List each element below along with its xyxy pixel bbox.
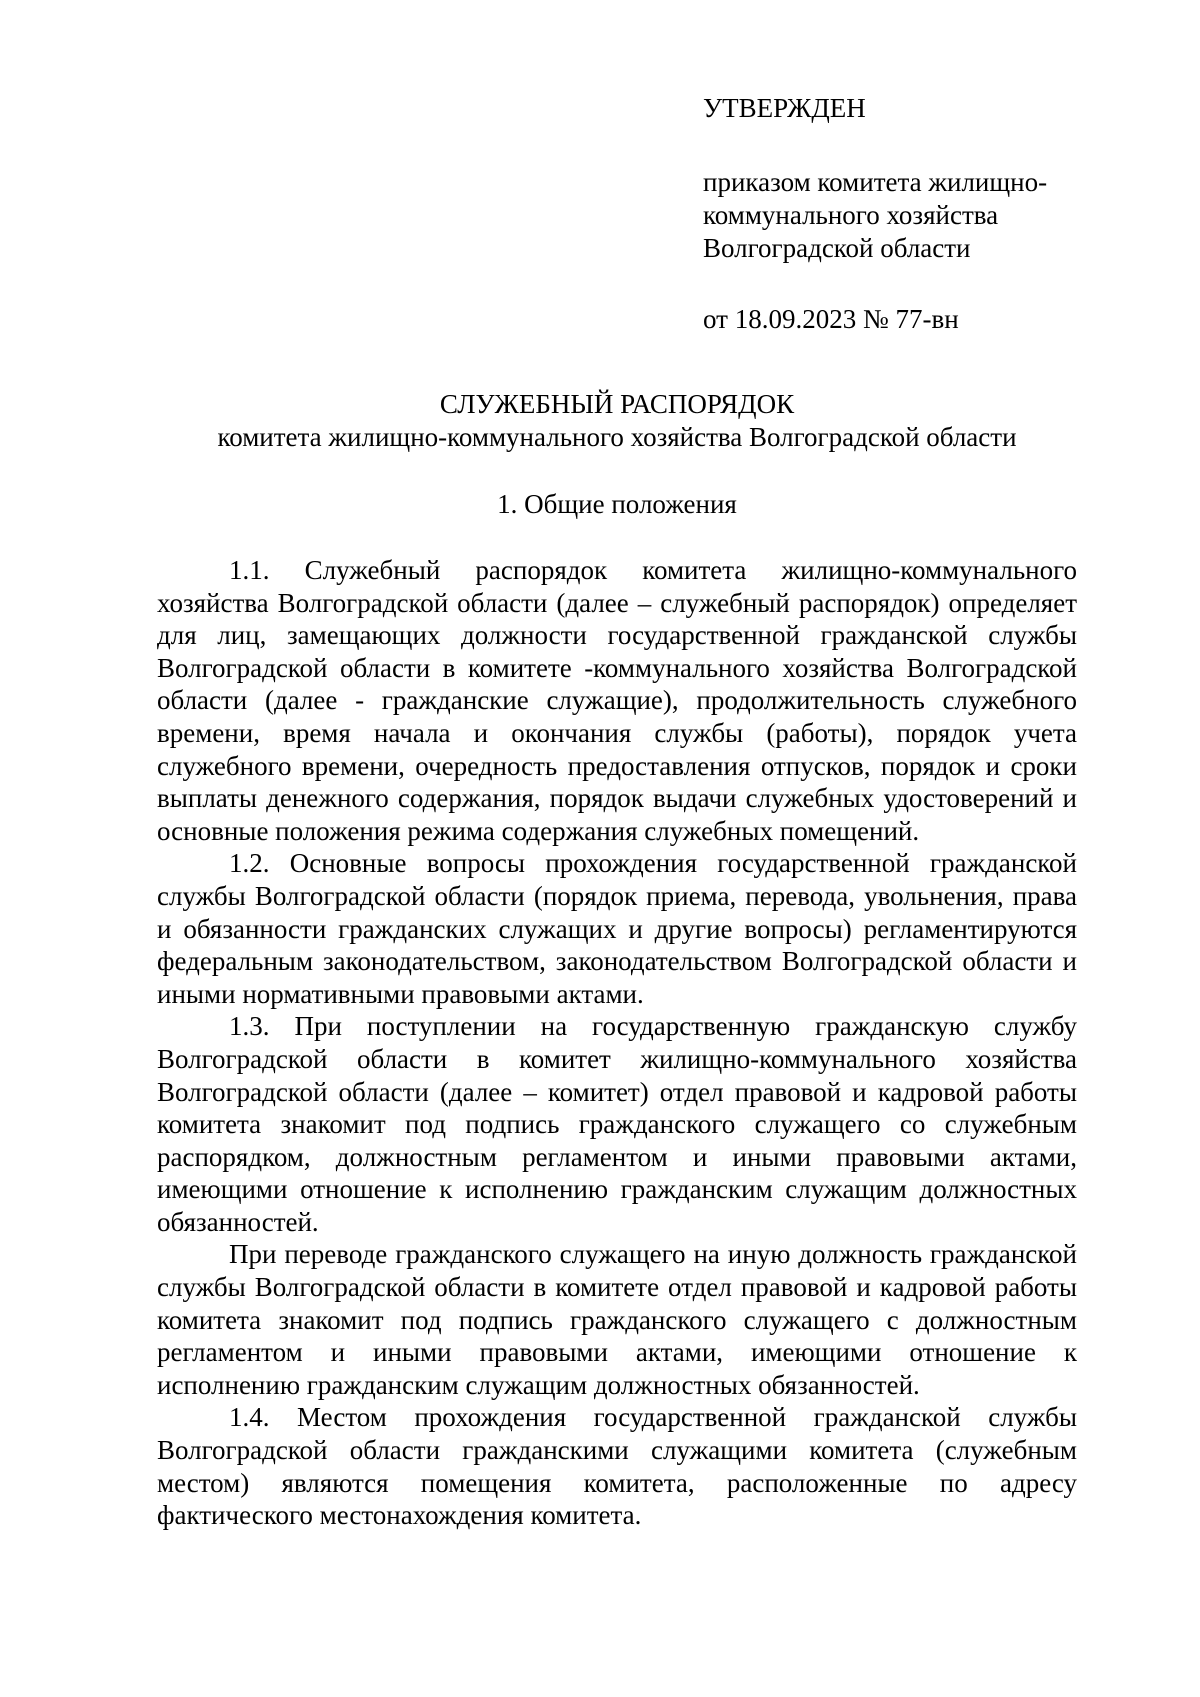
approval-order-text: приказом комитета жилищно-коммунального хозяйства Волгоградской области xyxy=(703,167,1048,263)
paragraph-1-3-transfer: При переводе гражданского служащего на иную должность гражданской службы Волгоградской области в комитете отдел правовой и кадровой работы комитета знакомит под подпись гражданского служащего с должностным регламентом и иными правовыми актами, имеющими отношение к исполнению гражданским служащим должностных обязанностей. xyxy=(157,1239,1077,1400)
paragraph-1-3: 1.3. При поступлении на государственную гражданскую службу Волгоградской области в комитет жилищно-коммунального хозяйства Волгоградской области (далее – комитет) отдел правовой и кадровой работы комитета знакомит под подпись гражданского служащего со служебным распорядком, должностным регламентом и иными правовыми актами, имеющими отношение к исполнению гражданским служащим должностных обязанностей. xyxy=(157,1011,1077,1237)
section-heading: 1. Общие положения xyxy=(497,489,737,519)
document-title: СЛУЖЕБНЫЙ РАСПОРЯДОК xyxy=(439,389,795,419)
paragraph-1-4: 1.4. Местом прохождения государственной гражданской службы Волгоградской области гражданскими служащими комитета (служебным местом) являются помещения комитета, расположенные по адресу фактического местонахождения комитета. xyxy=(157,1402,1077,1531)
document-subtitle: комитета жилищно-коммунального хозяйства Волгоградской области xyxy=(217,422,1017,452)
approval-label: УТВЕРЖДЕН xyxy=(703,93,866,123)
section-body xyxy=(157,554,1077,1532)
paragraph-1-2: 1.2. Основные вопросы прохождения государственной гражданской службы Волгоградской области (порядок приема, перевода, увольнения, права и обязанности гражданских служащих и другие вопросы) регламентируются федеральным законодательством, законодательством Волгоградской области и иными нормативными правовыми актами. xyxy=(157,848,1077,1009)
document-title-block xyxy=(157,388,1077,454)
paragraph-1-1: 1.1. Служебный распорядок комитета жилищно-коммунального хозяйства Волгоградской области (далее – служебный распорядок) определяет для лиц, замещающих должности государственной гражданской службы Волгоградской области в комитете -коммунального хозяйства Волгоградской области (далее - гражданские служащие), продолжительность служебного времени, время начала и окончания службы (работы), порядок учета служебного времени, очередность предоставления отпусков, порядок и сроки выплаты денежного содержания, порядок выдачи служебных удостоверений и основные положения режима содержания служебных помещений. xyxy=(157,555,1077,846)
approval-date-number: от 18.09.2023 № 77-вн xyxy=(703,304,959,334)
approval-stamp-block xyxy=(703,92,1123,336)
